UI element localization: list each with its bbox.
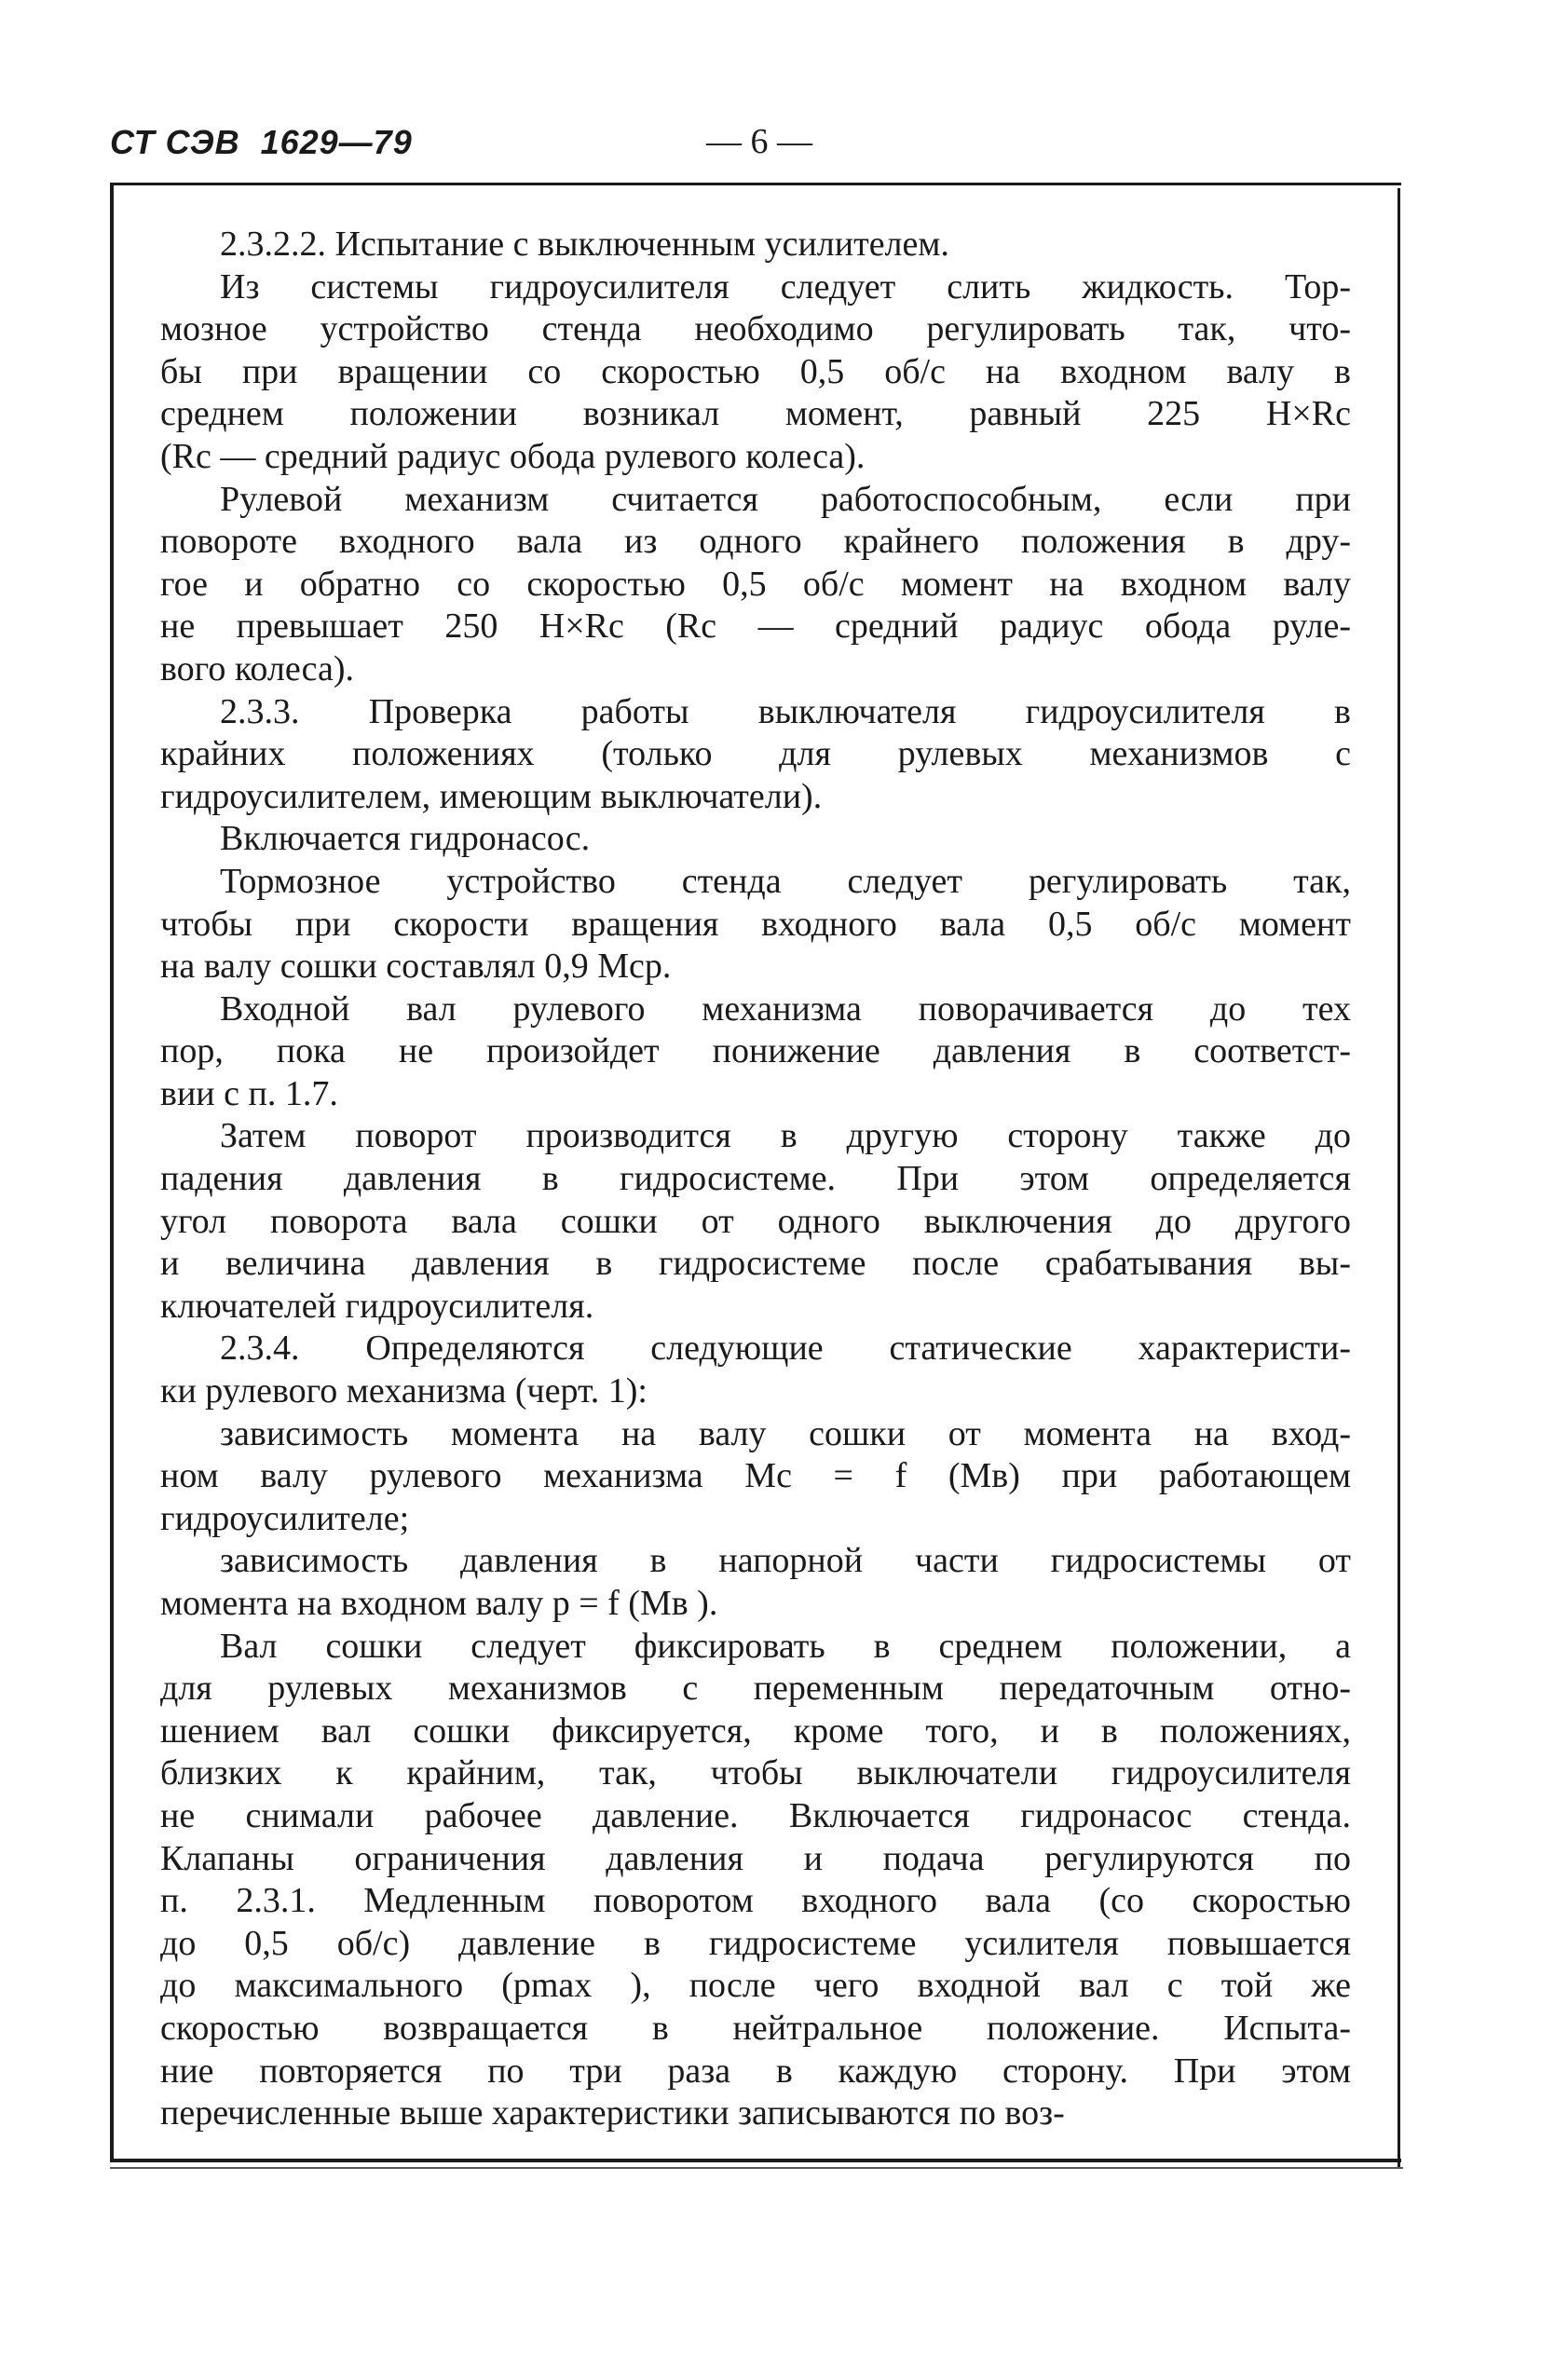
text-line: Включается гидронасос.	[220, 819, 591, 859]
text-line: гое и обратно со скоростью 0,5 об/с момент на входном валу	[160, 564, 1351, 604]
paragraph-p4	[160, 691, 1351, 819]
text-line: Входной вал рулевого механизма поворачивается до тех	[220, 988, 1351, 1029]
text-line: для рулевых механизмов с переменным передаточным отно-	[160, 1669, 1351, 1709]
paragraph-p11	[160, 1540, 1351, 1625]
paragraph-p1	[160, 224, 1351, 266]
text-line: п. 2.3.1. Медленным поворотом входного вала (со скоростью	[160, 1881, 1351, 1921]
text-line: до максимального (pmax ), после чего входной вал с той же	[160, 1966, 1351, 2006]
text-line: не превышает 250 Н×Rс (Rс — средний радиус обода руле-	[160, 607, 1351, 647]
text-line: Тормозное устройство стенда следует регулировать так,	[220, 861, 1351, 901]
paragraph-p8	[160, 1115, 1351, 1328]
text-line: момента на входном валу p = f (Мв ).	[160, 1584, 718, 1623]
paragraph-p6	[160, 861, 1351, 988]
paragraph-p5	[160, 818, 1351, 861]
text-line: угол поворота вала сошки от одного выключения до другого	[160, 1201, 1351, 1241]
document-body	[160, 224, 1351, 2135]
page-frame-bottom-rule	[110, 2167, 1403, 2169]
text-line: гидроусилителе;	[160, 1498, 410, 1538]
text-line: гидроусилителем, имеющим выключатели).	[160, 776, 823, 816]
text-line: пор, пока не произойдет понижение давления в соответст-	[160, 1031, 1351, 1071]
text-line: вого колеса).	[160, 648, 354, 688]
text-line: скоростью возвращается в нейтральное положение. Испыта-	[160, 2008, 1351, 2048]
text-line: Рулевой механизм считается работоспособным, если при	[220, 479, 1351, 519]
paragraph-p7	[160, 988, 1351, 1116]
text-line: перечисленные выше характеристики записываются по воз-	[160, 2093, 1065, 2133]
paragraph-p10	[160, 1413, 1351, 1541]
text-line: ки рулевого механизма (черт. 1):	[160, 1371, 648, 1411]
text-line: и величина давления в гидросистеме после срабатывания вы-	[160, 1244, 1351, 1284]
text-line: Из системы гидроусилителя следует слить жидкость. Тор-	[220, 266, 1351, 307]
text-line: среднем положении возникал момент, равный 225 Н×Rс	[160, 394, 1351, 434]
text-line: Затем поворот производится в другую сторону также до	[220, 1116, 1351, 1156]
text-line: чтобы при скорости вращения входного вала 0,5 об/с момент	[160, 904, 1351, 944]
paragraph-p9	[160, 1328, 1351, 1412]
text-line: близких к крайним, так, чтобы выключатели гидроусилителя	[160, 1753, 1351, 1793]
page-header	[110, 123, 1414, 179]
text-line: до 0,5 об/с) давление в гидросистеме усилителя повышается	[160, 1923, 1351, 1963]
paragraph-p12	[160, 1626, 1351, 2135]
text-line: 2.3.4. Определяются следующие статические характеристи-	[220, 1329, 1351, 1369]
page-number: — 6 —	[706, 122, 812, 161]
text-line: ние повторяется по три раза в каждую сторону. При этом	[160, 2051, 1351, 2091]
text-line: крайних положениях (только для рулевых механизмов с	[160, 734, 1351, 774]
text-line: (Rс — средний радиус обода рулевого колеса).	[160, 436, 866, 476]
text-line: зависимость давления в напорной части гидросистемы от	[220, 1541, 1351, 1581]
text-line: мозное устройство стенда необходимо регулировать так, что-	[160, 309, 1351, 349]
text-line: вии с п. 1.7.	[160, 1073, 338, 1113]
text-line: ключателей гидроусилителя.	[160, 1286, 594, 1326]
text-line: шением вал сошки фиксируется, кроме того, и в положениях,	[160, 1711, 1351, 1751]
text-line: на валу сошки составлял 0,9 Мср.	[160, 947, 672, 987]
text-line: 2.3.3. Проверка работы выключателя гидроусилителя в	[220, 691, 1351, 731]
page-frame-right-rule	[1398, 188, 1400, 2167]
text-line: Вал сошки следует фиксировать в среднем положении, а	[220, 1626, 1351, 1666]
text-line: 2.3.2.2. Испытание с выключенным усилителем.	[220, 225, 949, 264]
text-line: зависимость момента на валу сошки от момента на вход-	[220, 1413, 1351, 1453]
text-line: повороте входного вала из одного крайнего положения в дру-	[160, 522, 1351, 562]
paragraph-p2	[160, 266, 1351, 479]
text-line: ном валу рулевого механизма Мс = f (Мв) при работающем	[160, 1456, 1351, 1496]
paragraph-p3	[160, 479, 1351, 691]
document-code: СТ СЭВ 1629—79	[110, 123, 413, 161]
text-line: Клапаны ограничения давления и подача регулируются по	[160, 1838, 1351, 1878]
text-line: падения давления в гидросистеме. При этом определяется	[160, 1159, 1351, 1199]
text-line: бы при вращении со скоростью 0,5 об/с на входном валу в	[160, 351, 1351, 391]
text-line: не снимали рабочее давление. Включается гидронасос стенда.	[160, 1795, 1351, 1835]
